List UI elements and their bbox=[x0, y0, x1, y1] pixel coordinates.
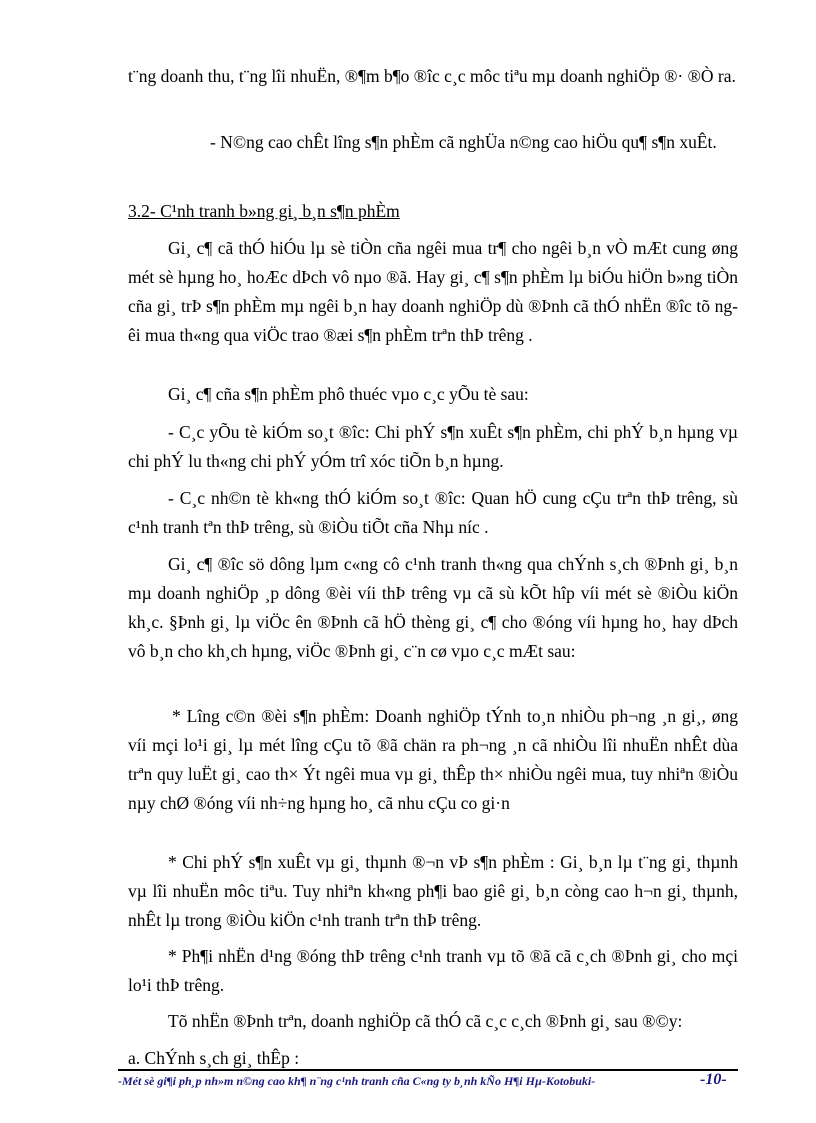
paragraph-pricing-tool: Gi¸ c¶ ®îc sö dông lµm c«ng cô c¹nh tranh th«ng qua chÝnh s¸ch ®Þnh gi¸ b¸n mµ doanh nghiÖp ¸p dông ®èi víi thÞ trêng vµ cã sù kÕt hîp víi mét sè ®iÒu kiÖn kh¸c. §Þnh gi¸ lµ viÖc ên ®Þnh cã hÖ thèng gi¸ c¶ cho ®óng víi hµng ho¸ hay dÞch vô b¸n cho kh¸ch hµng, viÖc ®Þnh gi¸ c¨n cø vµo c¸c mÆt sau: bbox=[128, 554, 738, 661]
paragraph-quality: - N©ng cao chÊt lîng s¶n phÈm cã nghÜa n©ng cao hiÖu qu¶ s¶n xuÊt. bbox=[210, 132, 717, 152]
paragraph-controllable-factors: - C¸c yÕu tè kiÓm so¸t ®îc: Chi phÝ s¶n xuÊt s¶n phÈm, chi phÝ b¸n hµng vµ chi phÝ lu th«ng chi phÝ yÓm trî xóc tiÕn b¸n hµng. bbox=[128, 422, 738, 471]
paragraph-production-cost: * Chi phÝ s¶n xuÊt vµ gi¸ thµnh ®¬n vÞ s¶n phÈm : Gi¸ b¸n lµ t¨ng gi¸ thµnh vµ lîi nhuËn môc tiªu. Tuy nhiªn kh«ng ph¶i bao giê gi¸ b¸n còng cao h¬n gi¸ thµnh, nhÊt lµ trong ®iÒu kiÖn c¹nh tranh trªn thÞ trêng. bbox=[128, 852, 738, 930]
footer-title: -Mét sè gi¶i ph¸p nh»m n©ng cao kh¶ n¨ng c¹nh tranh cña C«ng ty b¸nh kÑo H¶i Hµ-Kotobuki- bbox=[118, 1074, 596, 1088]
section-heading: 3.2- C¹nh tranh b»ng gi¸ b¸n s¶n phÈm bbox=[128, 201, 400, 221]
paragraph-uncontrollable-factors: - C¸c nh©n tè kh«ng thÓ kiÓm so¸t ®îc: Quan hÖ cung cÇu trªn thÞ trêng, sù c¹nh tranh tªn thÞ trêng, sù ®iÒu tiÕt cña Nhµ níc . bbox=[128, 488, 738, 537]
paragraph-pricing-methods: Tõ nhËn ®Þnh trªn, doanh nghiÖp cã thÓ cã c¸c c¸ch ®Þnh gi¸ sau ®©y: bbox=[168, 1011, 683, 1031]
paragraph-low-price-policy: a. ChÝnh s¸ch gi¸ thÊp : bbox=[128, 1048, 300, 1068]
paragraph-demand-balance: * Lîng c©n ®èi s¶n phÈm: Doanh nghiÖp tÝnh to¸n nhiÒu ph¬ng ¸n gi¸, øng víi mçi lo¹i gi¸ lµ mét lîng cÇu tõ ®ã chän ra ph¬ng ¸n cã nhiÒu lîi nhuËn nhÊt dùa trªn quy luËt gi¸ cao th× Ýt ngêi mua vµ gi¸ thÊp th× nhiÒu ngêi mua, tuy nhiªn ®iÒu nµy chØ ®óng víi nh÷ng hµng ho¸ cã nhu cÇu co gi·n bbox=[128, 706, 738, 813]
footer-divider bbox=[118, 1069, 738, 1071]
paragraph-market-identification: * Ph¶i nhËn d¹ng ®óng thÞ trêng c¹nh tranh vµ tõ ®ã cã c¸ch ®Þnh gi¸ cho mçi lo¹i thÞ trêng. bbox=[128, 946, 738, 995]
paragraph-price-definition: Gi¸ c¶ cã thÓ hiÓu lµ sè tiÒn cña ngêi mua tr¶ cho ngêi b¸n vÒ mÆt cung øng mét sè hµng ho¸ hoÆc dÞch vô nµo ®ã. Hay gi¸ c¶ s¶n phÈm lµ biÓu hiÖn b»ng tiÒn cña gi¸ trÞ s¶n phÈm mµ ngêi b¸n hay doanh nghiÖp dù ®Þnh cã thÓ nhËn ®îc tõ ngêi mua th«ng qua viÖc trao ®æi s¶n phÈm trªn thÞ trêng . bbox=[128, 238, 738, 345]
page-number: -10- bbox=[700, 1071, 727, 1088]
paragraph-price-factors: Gi¸ c¶ cña s¶n phÈm phô thuéc vµo c¸c yÕu tè sau: bbox=[168, 384, 529, 404]
paragraph-continuation: t¨ng doanh thu, t¨ng lîi nhuËn, ®¶m b¶o ®îc c¸c môc tiªu mµ doanh nghiÖp ®· ®Ò ra. bbox=[128, 66, 736, 86]
